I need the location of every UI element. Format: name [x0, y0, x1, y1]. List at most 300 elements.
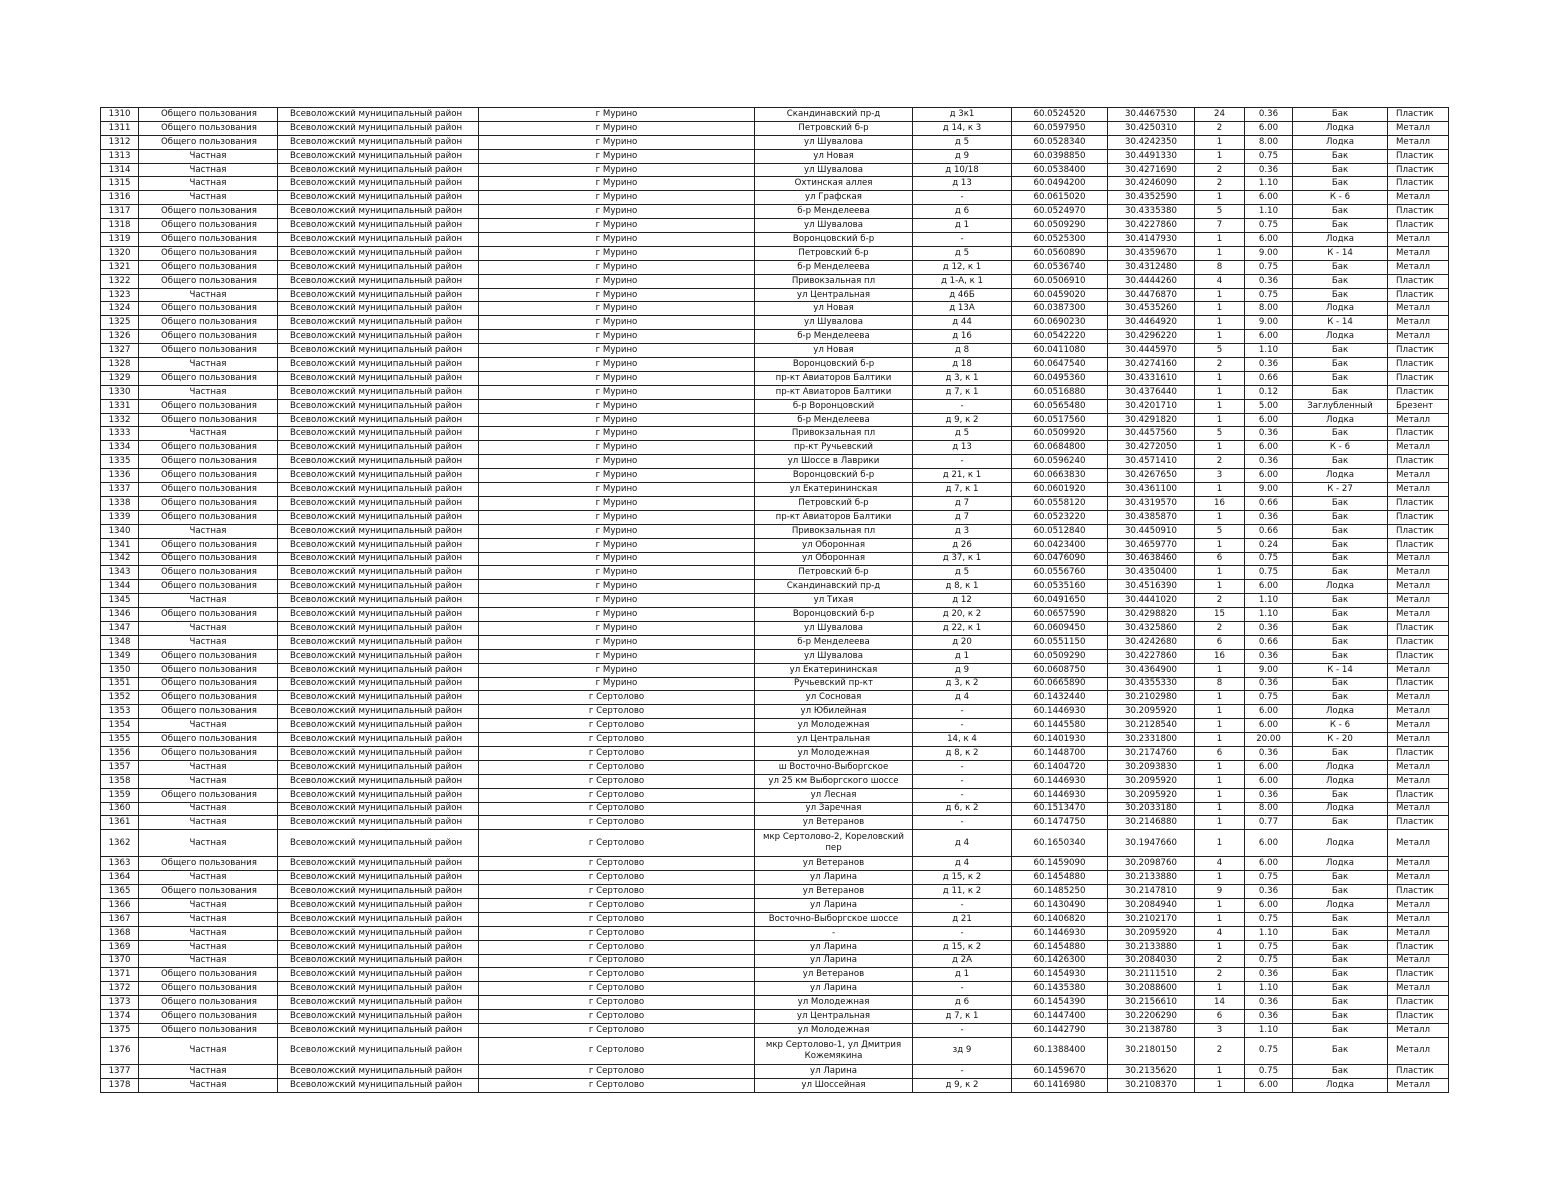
cell-street: ул Лесная: [755, 788, 913, 802]
cell-number: 1354: [101, 719, 139, 733]
cell-house: -: [913, 399, 1012, 413]
cell-volume: 6.00: [1245, 469, 1293, 483]
table-row: [101, 316, 1449, 330]
cell-volume: 0.36: [1245, 677, 1293, 691]
cell-street: ул Ветеранов: [755, 816, 913, 830]
cell-settlement: г Мурино: [479, 191, 755, 205]
cell-longitude: 30.2174760: [1108, 746, 1195, 760]
cell-district: Всеволожский муниципальный район: [278, 705, 479, 719]
cell-ownership: Частная: [139, 1078, 278, 1092]
cell-ownership: Общего пользования: [139, 344, 278, 358]
cell-count: 6: [1195, 635, 1245, 649]
cell-latitude: 60.0565480: [1012, 399, 1108, 413]
cell-ownership: Частная: [139, 621, 278, 635]
cell-container-type: Бак: [1293, 552, 1388, 566]
cell-volume: 0.66: [1245, 371, 1293, 385]
cell-container-type: Бак: [1293, 954, 1388, 968]
cell-settlement: г Мурино: [479, 344, 755, 358]
cell-latitude: 60.0387300: [1012, 302, 1108, 316]
cell-house: д 26: [913, 538, 1012, 552]
cell-street: ул Молодежная: [755, 746, 913, 760]
table-row: [101, 108, 1449, 122]
cell-house: д 12: [913, 594, 1012, 608]
table-row: [101, 177, 1449, 191]
cell-district: Всеволожский муниципальный район: [278, 885, 479, 899]
cell-container-type: Бак: [1293, 163, 1388, 177]
cell-district: Всеволожский муниципальный район: [278, 719, 479, 733]
cell-longitude: 30.2102980: [1108, 691, 1195, 705]
cell-latitude: 60.0495360: [1012, 371, 1108, 385]
cell-latitude: 60.0516880: [1012, 385, 1108, 399]
cell-longitude: 30.2135620: [1108, 1064, 1195, 1078]
table-row: [101, 940, 1449, 954]
cell-number: 1362: [101, 830, 139, 857]
cell-ownership: Общего пользования: [139, 496, 278, 510]
cell-number: 1345: [101, 594, 139, 608]
cell-number: 1333: [101, 427, 139, 441]
cell-ownership: Частная: [139, 177, 278, 191]
cell-number: 1348: [101, 635, 139, 649]
cell-ownership: Общего пользования: [139, 552, 278, 566]
cell-house: д 3, к 1: [913, 371, 1012, 385]
cell-district: Всеволожский муниципальный район: [278, 219, 479, 233]
cell-count: 1: [1195, 191, 1245, 205]
cell-settlement: г Мурино: [479, 455, 755, 469]
cell-material: Металл: [1388, 871, 1449, 885]
cell-number: 1373: [101, 996, 139, 1010]
cell-settlement: г Мурино: [479, 524, 755, 538]
cell-settlement: г Мурино: [479, 469, 755, 483]
table-row: [101, 719, 1449, 733]
table-row: [101, 621, 1449, 635]
cell-longitude: 30.2093830: [1108, 760, 1195, 774]
cell-latitude: 60.1474750: [1012, 816, 1108, 830]
cell-street: пр-кт Ручьевский: [755, 441, 913, 455]
cell-container-type: Бак: [1293, 982, 1388, 996]
cell-street: ул Центральная: [755, 1010, 913, 1024]
cell-material: Пластик: [1388, 1064, 1449, 1078]
cell-volume: 6.00: [1245, 413, 1293, 427]
cell-district: Всеволожский муниципальный район: [278, 940, 479, 954]
table-row: [101, 274, 1449, 288]
cell-street: ул Новая: [755, 344, 913, 358]
cell-latitude: 60.1448700: [1012, 746, 1108, 760]
table-row: [101, 885, 1449, 899]
cell-volume: 0.75: [1245, 691, 1293, 705]
cell-longitude: 30.2084030: [1108, 954, 1195, 968]
cell-container-type: Бак: [1293, 455, 1388, 469]
cell-count: 1: [1195, 898, 1245, 912]
cell-number: 1369: [101, 940, 139, 954]
cell-container-type: К - 6: [1293, 191, 1388, 205]
cell-material: Металл: [1388, 233, 1449, 247]
cell-street: ул Ветеранов: [755, 857, 913, 871]
cell-house: д 3, к 2: [913, 677, 1012, 691]
cell-number: 1376: [101, 1037, 139, 1064]
cell-longitude: 30.4227860: [1108, 219, 1195, 233]
cell-settlement: г Мурино: [479, 274, 755, 288]
cell-longitude: 30.2146880: [1108, 816, 1195, 830]
cell-number: 1357: [101, 760, 139, 774]
cell-street: ул Молодежная: [755, 719, 913, 733]
cell-number: 1320: [101, 246, 139, 260]
cell-material: Металл: [1388, 733, 1449, 747]
table-row: [101, 483, 1449, 497]
cell-longitude: 30.2108370: [1108, 1078, 1195, 1092]
cell-street: ул Оборонная: [755, 552, 913, 566]
cell-district: Всеволожский муниципальный район: [278, 496, 479, 510]
cell-number: 1318: [101, 219, 139, 233]
cell-longitude: 30.4274160: [1108, 358, 1195, 372]
cell-count: 2: [1195, 594, 1245, 608]
table-row: [101, 691, 1449, 705]
table-row: [101, 1024, 1449, 1038]
cell-number: 1336: [101, 469, 139, 483]
cell-latitude: 60.0663830: [1012, 469, 1108, 483]
cell-count: 1: [1195, 330, 1245, 344]
cell-longitude: 30.2206290: [1108, 1010, 1195, 1024]
cell-street: ул Тихая: [755, 594, 913, 608]
cell-latitude: 60.0517560: [1012, 413, 1108, 427]
cell-volume: 0.75: [1245, 871, 1293, 885]
cell-street: ул Оборонная: [755, 538, 913, 552]
cell-volume: 1.10: [1245, 608, 1293, 622]
cell-district: Всеволожский муниципальный район: [278, 580, 479, 594]
cell-settlement: г Мурино: [479, 399, 755, 413]
cell-ownership: Общего пользования: [139, 274, 278, 288]
cell-ownership: Общего пользования: [139, 649, 278, 663]
cell-ownership: Частная: [139, 163, 278, 177]
cell-latitude: 60.0411080: [1012, 344, 1108, 358]
cell-latitude: 60.0615020: [1012, 191, 1108, 205]
cell-ownership: Общего пользования: [139, 982, 278, 996]
cell-material: Металл: [1388, 246, 1449, 260]
cell-number: 1367: [101, 912, 139, 926]
cell-latitude: 60.1650340: [1012, 830, 1108, 857]
cell-district: Всеволожский муниципальный район: [278, 663, 479, 677]
cell-number: 1323: [101, 288, 139, 302]
cell-material: Металл: [1388, 912, 1449, 926]
cell-number: 1360: [101, 802, 139, 816]
cell-material: Пластик: [1388, 385, 1449, 399]
cell-count: 4: [1195, 274, 1245, 288]
table-row: [101, 760, 1449, 774]
cell-house: -: [913, 760, 1012, 774]
cell-longitude: 30.2098760: [1108, 857, 1195, 871]
cell-ownership: Частная: [139, 358, 278, 372]
cell-latitude: 60.1406820: [1012, 912, 1108, 926]
table-row: [101, 663, 1449, 677]
cell-settlement: г Мурино: [479, 608, 755, 622]
cell-count: 1: [1195, 233, 1245, 247]
table-row: [101, 746, 1449, 760]
cell-number: 1334: [101, 441, 139, 455]
cell-container-type: Лодка: [1293, 760, 1388, 774]
cell-container-type: Бак: [1293, 385, 1388, 399]
cell-longitude: 30.4296220: [1108, 330, 1195, 344]
cell-house: -: [913, 705, 1012, 719]
cell-street: Петровский б-р: [755, 496, 913, 510]
cell-settlement: г Мурино: [479, 205, 755, 219]
cell-house: д 6: [913, 205, 1012, 219]
cell-number: 1330: [101, 385, 139, 399]
cell-number: 1343: [101, 566, 139, 580]
cell-street: ул Сосновая: [755, 691, 913, 705]
cell-settlement: г Сертолово: [479, 760, 755, 774]
cell-latitude: 60.0560890: [1012, 246, 1108, 260]
cell-volume: 6.00: [1245, 441, 1293, 455]
cell-street: ул Шувалова: [755, 219, 913, 233]
cell-street: -: [755, 926, 913, 940]
cell-container-type: Лодка: [1293, 580, 1388, 594]
cell-volume: 0.12: [1245, 385, 1293, 399]
cell-volume: 1.10: [1245, 344, 1293, 358]
cell-latitude: 60.1447400: [1012, 1010, 1108, 1024]
table-row: [101, 1064, 1449, 1078]
cell-house: д 5: [913, 566, 1012, 580]
cell-longitude: 30.4267650: [1108, 469, 1195, 483]
cell-material: Пластик: [1388, 149, 1449, 163]
cell-street: Петровский б-р: [755, 121, 913, 135]
table-body: [101, 108, 1449, 1093]
cell-house: -: [913, 774, 1012, 788]
cell-ownership: Общего пользования: [139, 968, 278, 982]
cell-container-type: Лодка: [1293, 857, 1388, 871]
cell-settlement: г Мурино: [479, 260, 755, 274]
cell-longitude: 30.2088600: [1108, 982, 1195, 996]
cell-number: 1321: [101, 260, 139, 274]
cell-longitude: 30.4385870: [1108, 510, 1195, 524]
cell-district: Всеволожский муниципальный район: [278, 538, 479, 552]
cell-longitude: 30.4298820: [1108, 608, 1195, 622]
cell-settlement: г Мурино: [479, 149, 755, 163]
cell-container-type: Бак: [1293, 816, 1388, 830]
cell-latitude: 60.1446930: [1012, 788, 1108, 802]
cell-volume: 0.66: [1245, 635, 1293, 649]
cell-street: Скандинавский пр-д: [755, 580, 913, 594]
cell-settlement: г Сертолово: [479, 1037, 755, 1064]
cell-house: -: [913, 816, 1012, 830]
cell-volume: 0.75: [1245, 1064, 1293, 1078]
cell-count: 16: [1195, 649, 1245, 663]
cell-latitude: 60.0535160: [1012, 580, 1108, 594]
cell-volume: 0.75: [1245, 1037, 1293, 1064]
cell-latitude: 60.1446930: [1012, 926, 1108, 940]
cell-number: 1315: [101, 177, 139, 191]
cell-ownership: Общего пользования: [139, 219, 278, 233]
cell-count: 1: [1195, 580, 1245, 594]
cell-street: Воронцовский б-р: [755, 358, 913, 372]
cell-container-type: Бак: [1293, 1037, 1388, 1064]
cell-container-type: К - 6: [1293, 441, 1388, 455]
cell-street: ул Заречная: [755, 802, 913, 816]
cell-volume: 1.10: [1245, 594, 1293, 608]
cell-district: Всеволожский муниципальный район: [278, 191, 479, 205]
cell-latitude: 60.0558120: [1012, 496, 1108, 510]
cell-material: Пластик: [1388, 219, 1449, 233]
cell-volume: 0.75: [1245, 566, 1293, 580]
cell-street: б-р Менделеева: [755, 205, 913, 219]
cell-house: зд 9: [913, 1037, 1012, 1064]
cell-house: д 20, к 2: [913, 608, 1012, 622]
cell-container-type: Лодка: [1293, 135, 1388, 149]
cell-ownership: Общего пользования: [139, 746, 278, 760]
cell-volume: 0.75: [1245, 260, 1293, 274]
table-row: [101, 677, 1449, 691]
cell-house: -: [913, 926, 1012, 940]
cell-longitude: 30.4359670: [1108, 246, 1195, 260]
cell-ownership: Общего пользования: [139, 413, 278, 427]
cell-volume: 6.00: [1245, 774, 1293, 788]
cell-volume: 0.36: [1245, 885, 1293, 899]
cell-count: 1: [1195, 385, 1245, 399]
cell-container-type: К - 14: [1293, 316, 1388, 330]
cell-material: Пластик: [1388, 538, 1449, 552]
cell-longitude: 30.4441020: [1108, 594, 1195, 608]
cell-longitude: 30.2138780: [1108, 1024, 1195, 1038]
table-row: [101, 371, 1449, 385]
cell-count: 2: [1195, 621, 1245, 635]
cell-longitude: 30.4464920: [1108, 316, 1195, 330]
cell-ownership: Общего пользования: [139, 121, 278, 135]
table-row: [101, 399, 1449, 413]
cell-number: 1338: [101, 496, 139, 510]
cell-number: 1329: [101, 371, 139, 385]
cell-house: д 13А: [913, 302, 1012, 316]
cell-material: Металл: [1388, 580, 1449, 594]
cell-container-type: Бак: [1293, 594, 1388, 608]
cell-district: Всеволожский муниципальный район: [278, 163, 479, 177]
cell-latitude: 60.0476090: [1012, 552, 1108, 566]
cell-volume: 6.00: [1245, 898, 1293, 912]
cell-number: 1350: [101, 663, 139, 677]
table-row: [101, 510, 1449, 524]
cell-longitude: 30.4291820: [1108, 413, 1195, 427]
cell-settlement: г Мурино: [479, 177, 755, 191]
cell-volume: 0.75: [1245, 149, 1293, 163]
cell-latitude: 60.0597950: [1012, 121, 1108, 135]
cell-container-type: Бак: [1293, 996, 1388, 1010]
cell-district: Всеволожский муниципальный район: [278, 1037, 479, 1064]
cell-latitude: 60.0524520: [1012, 108, 1108, 122]
cell-material: Металл: [1388, 594, 1449, 608]
cell-settlement: г Мурино: [479, 594, 755, 608]
cell-material: Металл: [1388, 566, 1449, 580]
cell-settlement: г Мурино: [479, 163, 755, 177]
cell-street: Воронцовский б-р: [755, 608, 913, 622]
cell-ownership: Общего пользования: [139, 1010, 278, 1024]
table-row: [101, 1078, 1449, 1092]
cell-count: 1: [1195, 788, 1245, 802]
cell-count: 1: [1195, 246, 1245, 260]
cell-longitude: 30.4246090: [1108, 177, 1195, 191]
table-row: [101, 1037, 1449, 1064]
cell-number: 1322: [101, 274, 139, 288]
cell-street: ул Екатерининская: [755, 663, 913, 677]
cell-ownership: Частная: [139, 1064, 278, 1078]
cell-number: 1358: [101, 774, 139, 788]
cell-container-type: Лодка: [1293, 233, 1388, 247]
cell-house: д 1: [913, 649, 1012, 663]
cell-number: 1364: [101, 871, 139, 885]
cell-number: 1355: [101, 733, 139, 747]
cell-district: Всеволожский муниципальный район: [278, 413, 479, 427]
cell-street: ул Ларина: [755, 940, 913, 954]
table-row: [101, 496, 1449, 510]
cell-district: Всеволожский муниципальный район: [278, 635, 479, 649]
cell-ownership: Общего пользования: [139, 788, 278, 802]
cell-material: Металл: [1388, 760, 1449, 774]
cell-count: 1: [1195, 691, 1245, 705]
cell-district: Всеволожский муниципальный район: [278, 760, 479, 774]
cell-street: Петровский б-р: [755, 566, 913, 580]
cell-container-type: Бак: [1293, 177, 1388, 191]
cell-street: ул Юбилейная: [755, 705, 913, 719]
cell-longitude: 30.4638460: [1108, 552, 1195, 566]
cell-ownership: Общего пользования: [139, 677, 278, 691]
cell-latitude: 60.0509290: [1012, 649, 1108, 663]
cell-latitude: 60.1513470: [1012, 802, 1108, 816]
cell-count: 2: [1195, 455, 1245, 469]
cell-ownership: Частная: [139, 635, 278, 649]
cell-district: Всеволожский муниципальный район: [278, 371, 479, 385]
cell-house: д 4: [913, 691, 1012, 705]
cell-volume: 0.36: [1245, 788, 1293, 802]
cell-volume: 20.00: [1245, 733, 1293, 747]
cell-house: -: [913, 982, 1012, 996]
cell-material: Пластик: [1388, 163, 1449, 177]
cell-district: Всеволожский муниципальный район: [278, 177, 479, 191]
cell-street: ул 25 км Выборгского шоссе: [755, 774, 913, 788]
cell-house: д 3к1: [913, 108, 1012, 122]
cell-count: 3: [1195, 1024, 1245, 1038]
cell-longitude: 30.4467530: [1108, 108, 1195, 122]
cell-settlement: г Мурино: [479, 566, 755, 580]
cell-latitude: 60.1432440: [1012, 691, 1108, 705]
cell-volume: 0.36: [1245, 621, 1293, 635]
cell-settlement: г Сертолово: [479, 871, 755, 885]
table-row: [101, 954, 1449, 968]
cell-material: Металл: [1388, 1078, 1449, 1092]
cell-latitude: 60.1430490: [1012, 898, 1108, 912]
cell-material: Пластик: [1388, 524, 1449, 538]
cell-longitude: 30.2095920: [1108, 774, 1195, 788]
cell-latitude: 60.0491650: [1012, 594, 1108, 608]
cell-district: Всеволожский муниципальный район: [278, 677, 479, 691]
cell-latitude: 60.1426300: [1012, 954, 1108, 968]
cell-settlement: г Мурино: [479, 621, 755, 635]
cell-container-type: Бак: [1293, 149, 1388, 163]
cell-number: 1332: [101, 413, 139, 427]
cell-count: 1: [1195, 733, 1245, 747]
cell-latitude: 60.0524970: [1012, 205, 1108, 219]
cell-settlement: г Сертолово: [479, 1010, 755, 1024]
cell-count: 1: [1195, 760, 1245, 774]
cell-container-type: Бак: [1293, 746, 1388, 760]
cell-volume: 0.36: [1245, 996, 1293, 1010]
cell-container-type: Бак: [1293, 496, 1388, 510]
cell-district: Всеволожский муниципальный район: [278, 510, 479, 524]
cell-number: 1374: [101, 1010, 139, 1024]
table-row: [101, 288, 1449, 302]
cell-material: Брезент: [1388, 399, 1449, 413]
cell-material: Пластик: [1388, 635, 1449, 649]
cell-house: д 22, к 1: [913, 621, 1012, 635]
cell-ownership: Общего пользования: [139, 469, 278, 483]
cell-settlement: г Мурино: [479, 330, 755, 344]
cell-volume: 0.75: [1245, 552, 1293, 566]
table-row: [101, 830, 1449, 857]
